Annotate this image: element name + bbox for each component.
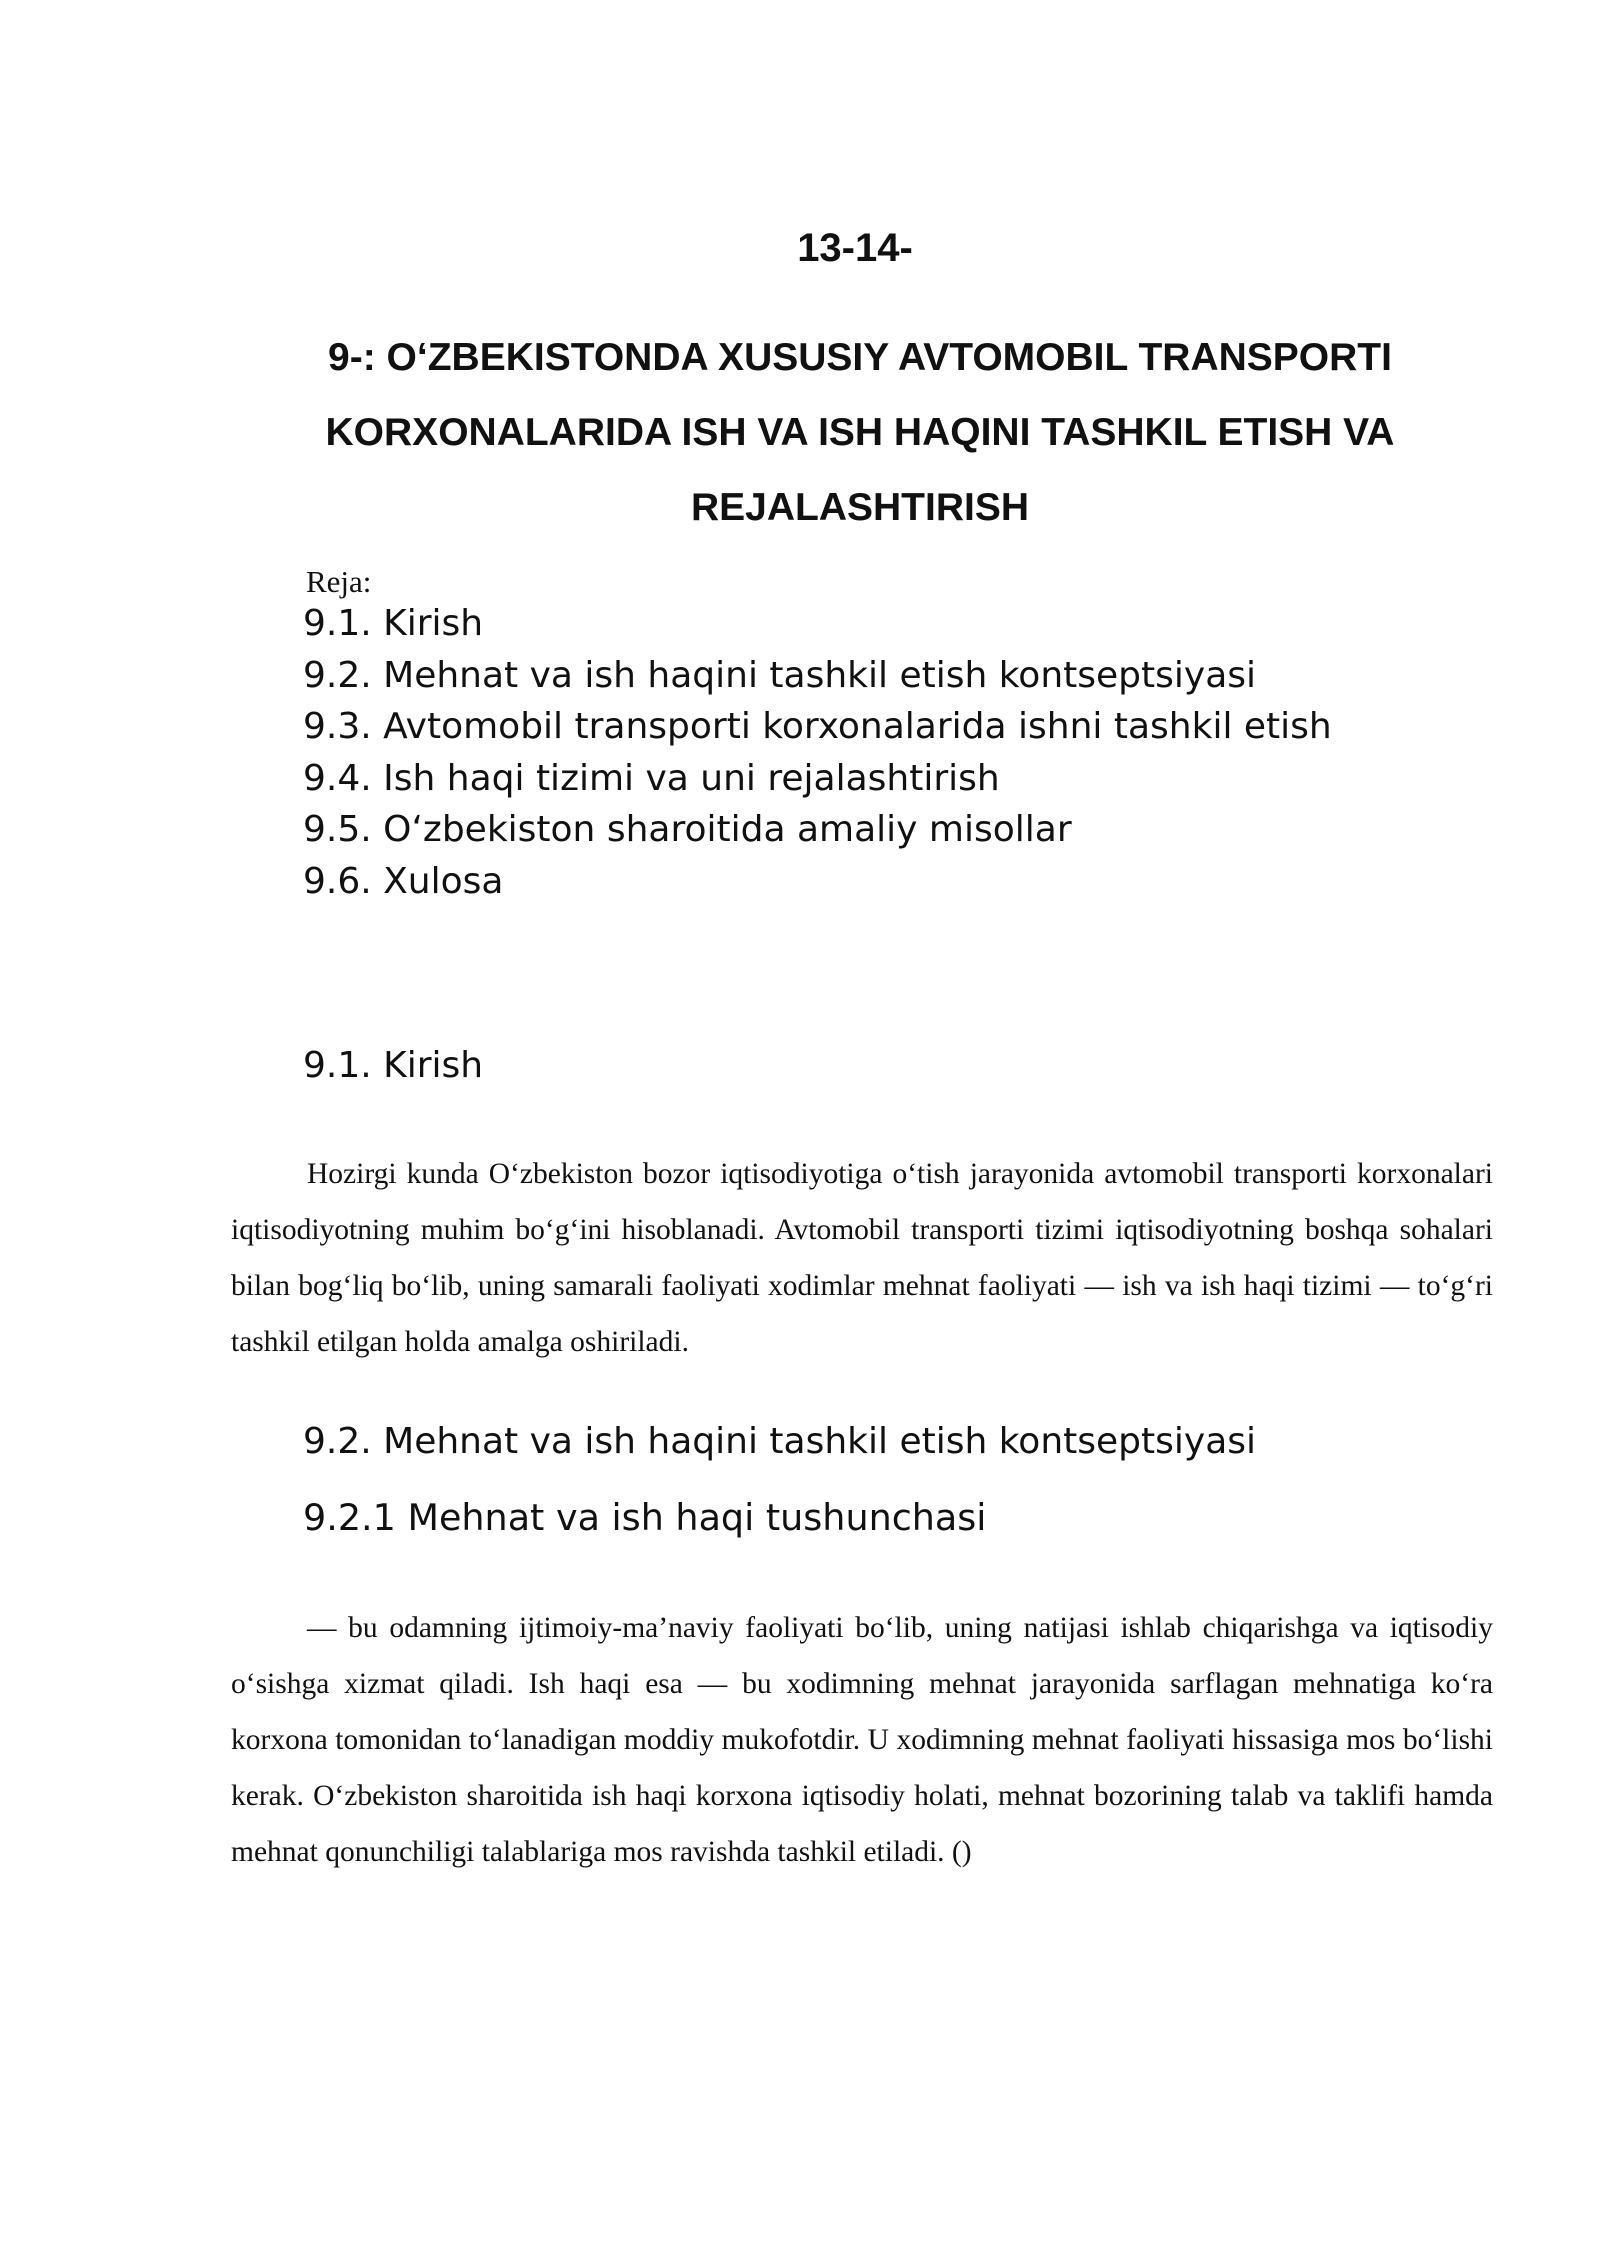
kirish-paragraph: Hozirgi kunda O‘zbekiston bozor iqtisodiyotiga o‘tish jarayonida avtomobil transporti korxonalari iqtisodiyotning muhim bo‘g‘ini hisoblanadi. Avtomobil transporti tizimi iqtisodiyotning boshqa sohalari bilan bog‘liq bo‘lib, uning samarali faoliyati xodimlar mehnat faoliyati — ish va ish haqi tizimi — to‘g‘ri tashkil etilgan holda amalga oshiriladi. [231, 1158, 1493, 1358]
lesson-number: 13-14- [797, 226, 913, 270]
plan-item: 9.6. Xulosa [303, 860, 504, 902]
mehnat-paragraph: — bu odamning ijtimoiy-ma’naviy faoliyati bo‘lib, uning natijasi ishlab chiqarishga va iqtisodiy o‘sishga xizmat qiladi. Ish haqi esa — bu xodimning mehnat jarayonida sarflagan mehnatiga ko‘ra korxona tomonidan to‘lanadigan moddiy mukofotdir. U xodimning mehnat faoliyati hissasiga mos bo‘lishi kerak. O‘zbekiston sharoitida ish haqi korxona iqtisodiy holati, mehnat bozorining talab va taklifi hamda mehnat qonunchiligi talablariga mos ravishda tashkil etiladi. () [231, 1612, 1493, 1868]
plan-item: 9.1. Kirish [303, 603, 484, 644]
plan-item: 9.5. O‘zbekiston sharoitida amaliy misollar [303, 809, 1072, 850]
plan-item: 9.4. Ish haqi tizimi va uni rejalashtirish [303, 757, 1000, 799]
section-heading-kirish: 9.1. Kirish [303, 1045, 484, 1086]
plan-item: 9.3. Avtomobil transporti korxonalarida ishni tashkil etish [303, 706, 1332, 747]
subsection-heading-9-2-1: 9.2.1 Mehnat va ish haqi tushunchasi [303, 1496, 987, 1539]
chapter-title-line-2: KORXONALARIDA ISH VA ISH HAQINI TASHKIL ETISH VA [325, 411, 1395, 454]
plan-item: 9.2. Mehnat va ish haqini tashkil etish kontseptsiyasi [303, 654, 1257, 696]
section-heading-9-2: 9.2. Mehnat va ish haqini tashkil etish kontseptsiyasi [303, 1421, 1257, 1462]
chapter-title-line-1: 9-: O‘ZBEKISTONDA XUSUSIY AVTOMOBIL TRANSPORTI [328, 336, 1392, 379]
plan-list [303, 598, 1332, 907]
chapter-title [220, 320, 1500, 545]
plan-label: Reja: [306, 564, 372, 599]
chapter-title-line-3: REJALASHTIRISH [690, 486, 1030, 529]
